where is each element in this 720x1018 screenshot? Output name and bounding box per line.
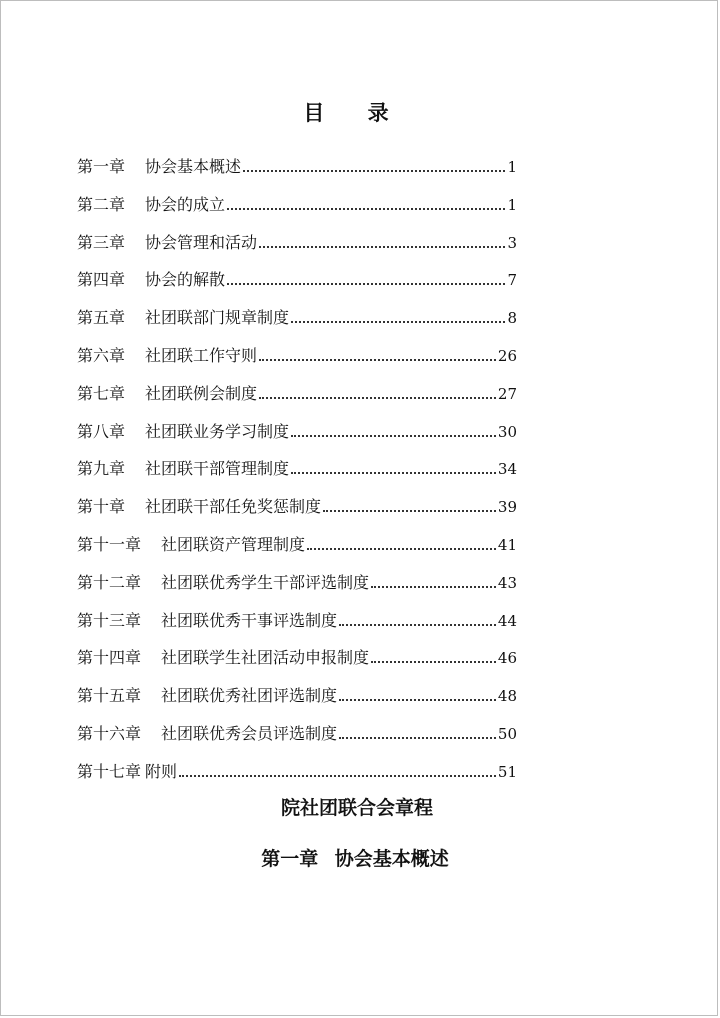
toc-entry[interactable] bbox=[77, 192, 517, 230]
toc-dot-leader bbox=[259, 396, 496, 399]
chapter-heading: 第一章 协会基本概述 bbox=[261, 848, 449, 870]
toc-entry[interactable] bbox=[77, 721, 517, 759]
toc-chapter-title: 社团联资产管理制度 bbox=[161, 534, 306, 554]
toc-chapter-title: 社团联优秀社团评选制度 bbox=[161, 686, 338, 706]
toc-page-number: 39 bbox=[497, 498, 517, 517]
toc-dot-leader bbox=[371, 660, 496, 663]
toc-entry[interactable] bbox=[77, 532, 517, 570]
toc-dot-leader bbox=[227, 207, 505, 210]
toc-entry[interactable] bbox=[77, 343, 517, 381]
toc-chapter-title: 社团联优秀会员评选制度 bbox=[161, 723, 338, 743]
toc-page-number: 46 bbox=[497, 649, 517, 668]
toc-entry[interactable] bbox=[77, 305, 517, 343]
toc-chapter-title: 社团联干部管理制度 bbox=[145, 459, 290, 479]
toc-chapter-number: 第十三章 bbox=[77, 610, 142, 630]
toc-page-number: 1 bbox=[507, 195, 517, 214]
toc-dot-leader bbox=[259, 245, 505, 248]
toc-page-number: 34 bbox=[497, 460, 517, 479]
toc-entry[interactable] bbox=[77, 645, 517, 683]
toc-chapter-title: 协会的成立 bbox=[145, 194, 226, 214]
toc-chapter-number: 第十一章 bbox=[77, 534, 142, 554]
toc-list bbox=[77, 154, 517, 797]
toc-page-number: 43 bbox=[497, 573, 517, 592]
toc-entry[interactable] bbox=[77, 608, 517, 646]
toc-dot-leader bbox=[227, 282, 505, 285]
toc-chapter-number: 第一章 bbox=[77, 157, 126, 176]
toc-chapter-number: 第二章 bbox=[77, 194, 126, 214]
toc-chapter-number: 第十章 bbox=[77, 497, 126, 517]
toc-chapter-title: 社团联例会制度 bbox=[145, 383, 258, 403]
toc-dot-leader bbox=[291, 471, 496, 474]
toc-page-number: 30 bbox=[497, 422, 517, 441]
toc-page-number: 41 bbox=[497, 535, 517, 554]
toc-dot-leader bbox=[291, 434, 496, 437]
toc-entry[interactable] bbox=[77, 759, 517, 797]
toc-chapter-number: 第七章 bbox=[77, 383, 126, 403]
toc-entry[interactable] bbox=[77, 267, 517, 305]
toc-entry[interactable] bbox=[77, 494, 517, 532]
toc-entry[interactable] bbox=[77, 230, 517, 268]
toc-page-number: 1 bbox=[507, 158, 517, 176]
document-title: 院社团联合会章程 bbox=[280, 797, 433, 819]
toc-entry[interactable] bbox=[77, 381, 517, 419]
toc-dot-leader bbox=[259, 358, 496, 361]
toc-page-number: 7 bbox=[507, 271, 517, 290]
toc-chapter-title: 社团联学生社团活动申报制度 bbox=[161, 648, 370, 668]
toc-chapter-title: 社团联业务学习制度 bbox=[145, 421, 290, 441]
toc-title: 目 录 bbox=[303, 101, 407, 125]
toc-chapter-number: 第八章 bbox=[77, 421, 126, 441]
toc-chapter-number: 第四章 bbox=[77, 270, 126, 290]
toc-entry[interactable] bbox=[77, 419, 517, 457]
toc-chapter-title: 协会的解散 bbox=[145, 270, 226, 290]
toc-page-number: 48 bbox=[497, 687, 517, 706]
toc-chapter-title: 协会管理和活动 bbox=[145, 232, 258, 252]
toc-chapter-number: 第十四章 bbox=[77, 648, 142, 668]
toc-chapter-title: 附则 bbox=[145, 761, 178, 781]
toc-entry[interactable] bbox=[77, 683, 517, 721]
toc-chapter-title: 社团联工作守则 bbox=[145, 345, 258, 365]
toc-dot-leader bbox=[291, 320, 505, 323]
toc-chapter-title: 社团联优秀干事评选制度 bbox=[161, 610, 338, 630]
toc-page-number: 3 bbox=[507, 233, 517, 252]
toc-page-number: 44 bbox=[497, 611, 517, 630]
toc-page-number: 26 bbox=[497, 346, 517, 365]
toc-dot-leader bbox=[179, 774, 496, 777]
toc-dot-leader bbox=[243, 169, 505, 172]
toc-chapter-number: 第五章 bbox=[77, 308, 126, 328]
toc-page-number: 27 bbox=[497, 384, 517, 403]
toc-chapter-title: 社团联部门规章制度 bbox=[145, 308, 290, 328]
toc-chapter-number: 第九章 bbox=[77, 459, 126, 479]
toc-chapter-title: 协会基本概述 bbox=[145, 157, 242, 176]
toc-entry[interactable] bbox=[77, 456, 517, 494]
toc-chapter-number: 第十五章 bbox=[77, 686, 142, 706]
toc-dot-leader bbox=[339, 623, 496, 626]
toc-chapter-number: 第十六章 bbox=[77, 723, 142, 743]
toc-chapter-title: 社团联优秀学生干部评选制度 bbox=[161, 572, 370, 592]
toc-dot-leader bbox=[371, 585, 496, 588]
toc-dot-leader bbox=[339, 698, 496, 701]
toc-page-number: 50 bbox=[497, 724, 517, 743]
toc-chapter-title: 社团联干部任免奖惩制度 bbox=[145, 497, 322, 517]
toc-page-number: 8 bbox=[507, 309, 517, 328]
toc-dot-leader bbox=[307, 547, 496, 550]
toc-chapter-number: 第十七章 bbox=[77, 761, 142, 781]
toc-chapter-number: 第十二章 bbox=[77, 572, 142, 592]
toc-chapter-number: 第六章 bbox=[77, 345, 126, 365]
toc-chapter-number: 第三章 bbox=[77, 232, 126, 252]
toc-entry[interactable] bbox=[77, 154, 517, 192]
toc-page-number: 51 bbox=[497, 762, 517, 781]
toc-entry[interactable] bbox=[77, 570, 517, 608]
toc-dot-leader bbox=[339, 736, 496, 739]
toc-dot-leader bbox=[323, 509, 496, 512]
